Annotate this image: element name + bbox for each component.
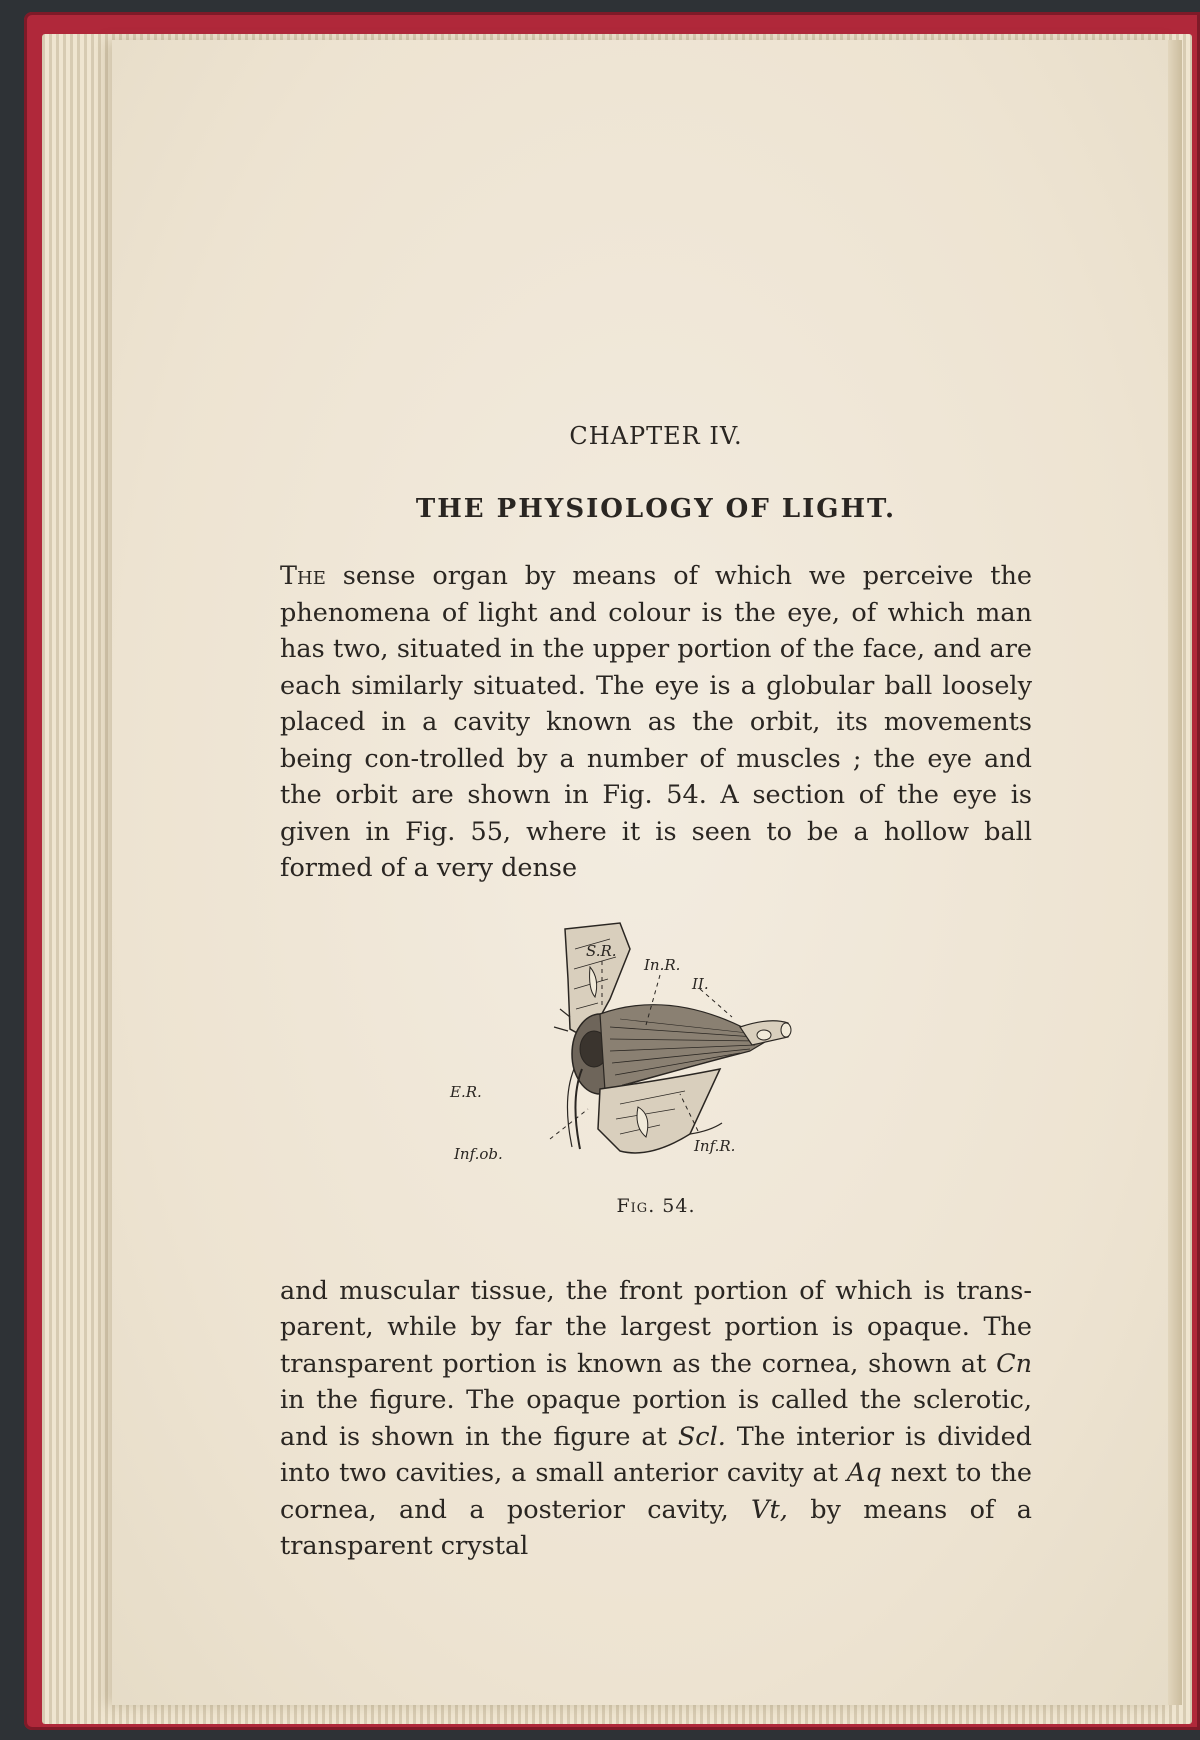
paragraph-2-s2: in the figure. The opaque portion is called the sclerotic, and is shown in the figure at [280, 1385, 1032, 1452]
page-content [280, 422, 1032, 1565]
label-er: E.R. [450, 1082, 482, 1101]
page-edge [1168, 40, 1182, 1705]
eye-orbit-illustration [280, 913, 1032, 1193]
paragraph-1-lead: The [280, 561, 326, 591]
paragraph-1 [280, 558, 1032, 887]
label-ii: II. [692, 974, 709, 993]
paragraph-1-text: sense organ by means of which we perceive the phenomena of light and colour is the eye, of which man has two, situated in the upper portion of the face, and are each similarly situated. The eye is a globular ball loosely placed in a cavity known as the orbit, its movements being con-trolled by a number of muscles ; the eye and the orbit are shown in Fig. 54. A section of the eye is given in Fig. 55, where it is seen to be a hollow ball formed of a very dense [280, 561, 1032, 883]
label-infob: Inf.ob. [454, 1144, 503, 1163]
label-sr: S.R. [586, 941, 617, 960]
figure-54 [280, 913, 1032, 1243]
term-vt: Vt, [751, 1494, 788, 1525]
chapter-number: CHAPTER IV. [569, 422, 743, 450]
figure-caption-number: 54. [662, 1194, 696, 1217]
paragraph-2-s5: by means of a transparent crystal [280, 1494, 1032, 1561]
paragraph-2-s3: The interior is divided into two cavities, a small anterior cavity at [280, 1421, 1032, 1488]
label-infr: Inf.R. [694, 1136, 736, 1155]
term-aq: Aq [846, 1458, 882, 1488]
label-inr: In.R. [644, 955, 681, 974]
chapter-title: THE PHYSIOLOGY OF LIGHT. [415, 494, 897, 524]
paragraph-2 [280, 1273, 1032, 1565]
term-cn: Cn [996, 1348, 1032, 1379]
figure-caption-prefix: Fig. [616, 1194, 656, 1217]
paragraph-2-s1: and muscular tissue, the front portion of which is trans-parent, while by far the largest portion is opaque. The transparent portion is known as the cornea, shown at [280, 1275, 1032, 1379]
figure-caption [280, 1195, 1032, 1217]
paragraph-2-s4: next to the cornea, and a posterior cavity, [280, 1458, 1032, 1525]
term-scl: Scl. [677, 1421, 726, 1452]
